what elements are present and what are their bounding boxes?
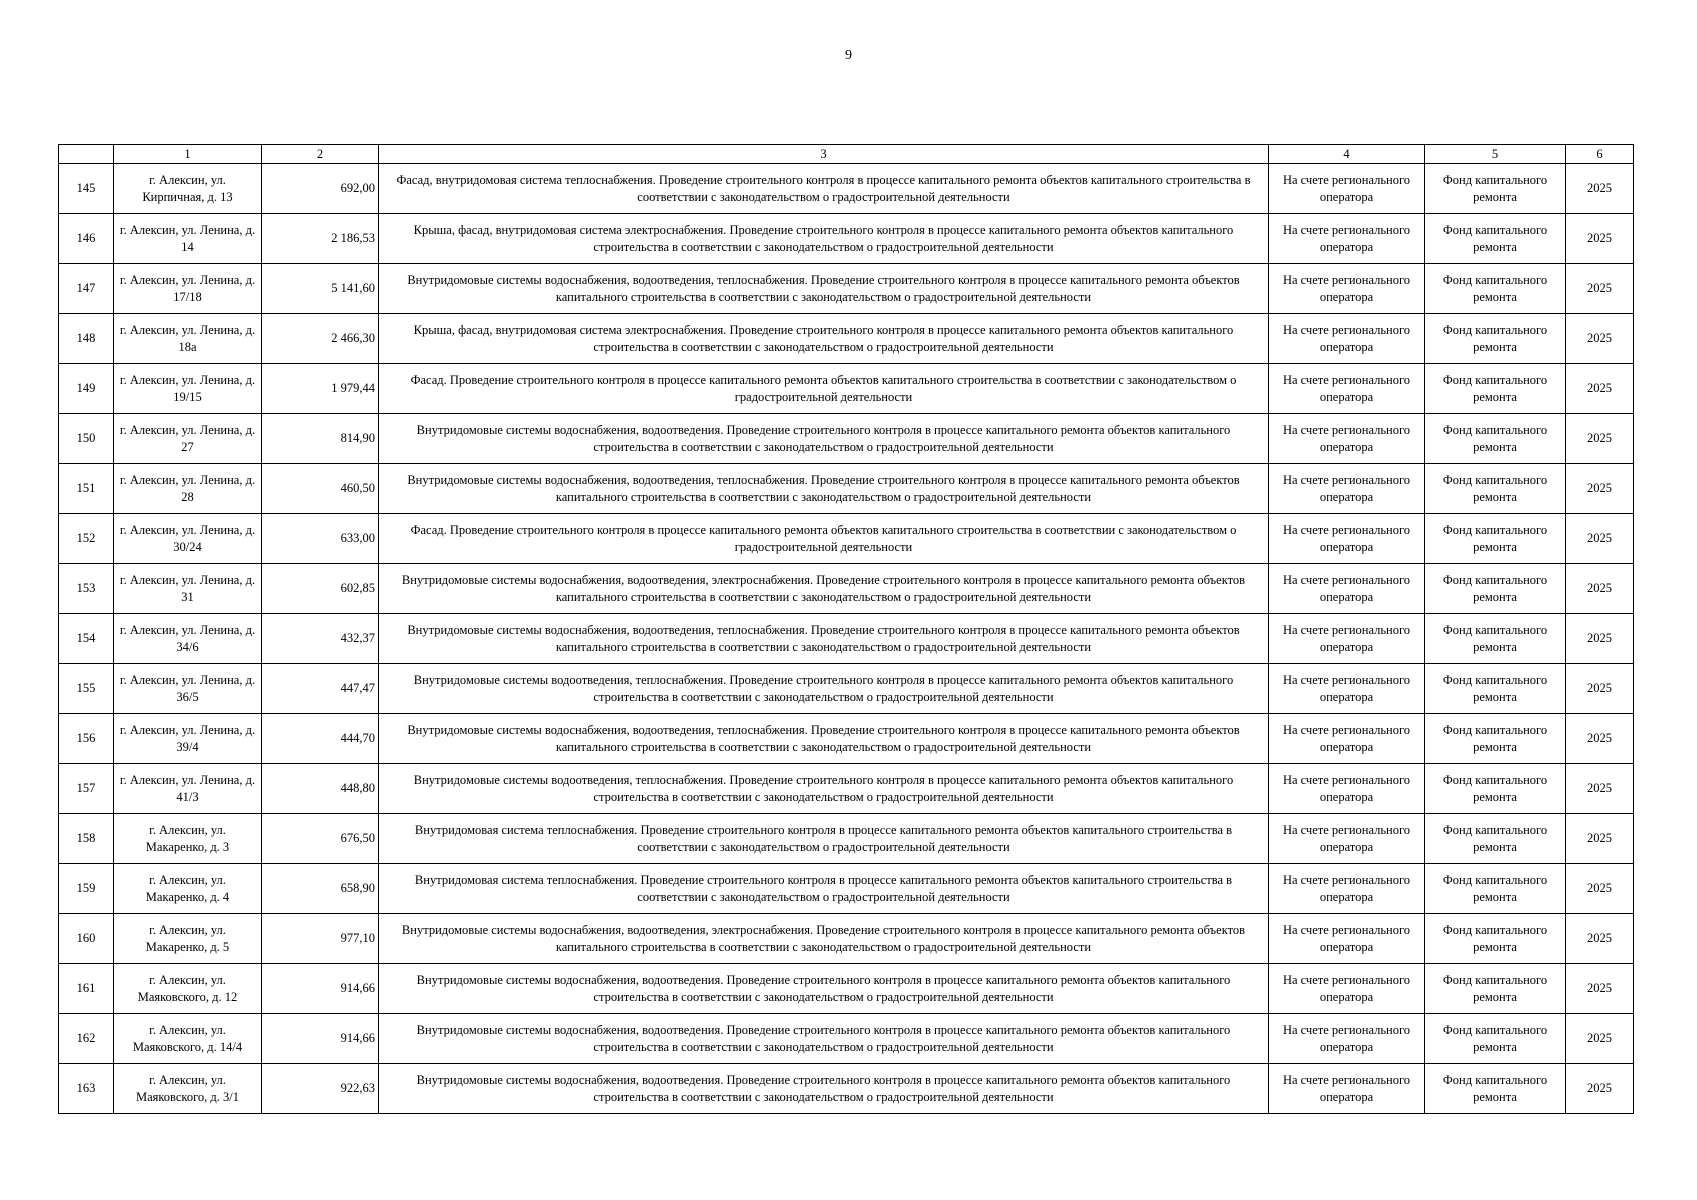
cost-cell: 914,66 xyxy=(262,964,379,1014)
year-cell: 2025 xyxy=(1566,364,1634,414)
year-cell: 2025 xyxy=(1566,614,1634,664)
row-number-cell: 151 xyxy=(59,464,114,514)
account-type-cell: На счете регионального оператора xyxy=(1269,914,1425,964)
account-type-cell: На счете регионального оператора xyxy=(1269,764,1425,814)
cost-cell: 914,66 xyxy=(262,1014,379,1064)
funding-source-cell: Фонд капитального ремонта xyxy=(1425,864,1566,914)
year-cell: 2025 xyxy=(1566,1064,1634,1114)
account-type-cell: На счете регионального оператора xyxy=(1269,864,1425,914)
account-type-cell: На счете регионального оператора xyxy=(1269,664,1425,714)
cost-cell: 460,50 xyxy=(262,464,379,514)
account-type-cell: На счете регионального оператора xyxy=(1269,514,1425,564)
funding-source-cell: Фонд капитального ремонта xyxy=(1425,164,1566,214)
cost-cell: 1 979,44 xyxy=(262,364,379,414)
funding-source-cell: Фонд капитального ремонта xyxy=(1425,564,1566,614)
works-description-cell: Внутридомовые системы водоснабжения, водоотведения, теплоснабжения. Проведение строительного контроля в процессе капитального ремонта объектов капитального строительства в соответствии с законодательством о градостроительной деятельности xyxy=(379,264,1269,314)
year-cell: 2025 xyxy=(1566,414,1634,464)
account-type-cell: На счете регионального оператора xyxy=(1269,314,1425,364)
cost-cell: 447,47 xyxy=(262,664,379,714)
table-row xyxy=(59,964,1634,1014)
address-cell: г. Алексин, ул. Ленина, д. 36/5 xyxy=(114,664,262,714)
funding-source-cell: Фонд капитального ремонта xyxy=(1425,464,1566,514)
cost-cell: 2 186,53 xyxy=(262,214,379,264)
row-number-cell: 161 xyxy=(59,964,114,1014)
header-cell-index xyxy=(59,145,114,164)
table-row xyxy=(59,1064,1634,1114)
address-cell: г. Алексин, ул. Макаренко, д. 4 xyxy=(114,864,262,914)
funding-source-cell: Фонд капитального ремонта xyxy=(1425,964,1566,1014)
works-description-cell: Внутридомовые системы водоотведения, теплоснабжения. Проведение строительного контроля в процессе капитального ремонта объектов капитального строительства в соответствии с законодательством о градостроительной деятельности xyxy=(379,764,1269,814)
header-cell-source: 5 xyxy=(1425,145,1566,164)
funding-source-cell: Фонд капитального ремонта xyxy=(1425,214,1566,264)
table-body xyxy=(59,164,1634,1114)
account-type-cell: На счете регионального оператора xyxy=(1269,1014,1425,1064)
year-cell: 2025 xyxy=(1566,264,1634,314)
table-row xyxy=(59,664,1634,714)
account-type-cell: На счете регионального оператора xyxy=(1269,464,1425,514)
account-type-cell: На счете регионального оператора xyxy=(1269,164,1425,214)
page-number: 9 xyxy=(845,48,852,63)
year-cell: 2025 xyxy=(1566,764,1634,814)
account-type-cell: На счете регионального оператора xyxy=(1269,214,1425,264)
cost-cell: 5 141,60 xyxy=(262,264,379,314)
table-row xyxy=(59,214,1634,264)
account-type-cell: На счете регионального оператора xyxy=(1269,614,1425,664)
account-type-cell: На счете регионального оператора xyxy=(1269,714,1425,764)
row-number-cell: 148 xyxy=(59,314,114,364)
table-row xyxy=(59,564,1634,614)
cost-cell: 602,85 xyxy=(262,564,379,614)
year-cell: 2025 xyxy=(1566,564,1634,614)
cost-cell: 633,00 xyxy=(262,514,379,564)
cost-cell: 814,90 xyxy=(262,414,379,464)
row-number-cell: 155 xyxy=(59,664,114,714)
address-cell: г. Алексин, ул. Маяковского, д. 12 xyxy=(114,964,262,1014)
account-type-cell: На счете регионального оператора xyxy=(1269,364,1425,414)
row-number-cell: 157 xyxy=(59,764,114,814)
works-description-cell: Внутридомовая система теплоснабжения. Проведение строительного контроля в процессе капитального ремонта объектов капитального строительства в соответствии с законодательством о градостроительной деятельности xyxy=(379,864,1269,914)
row-number-cell: 147 xyxy=(59,264,114,314)
row-number-cell: 158 xyxy=(59,814,114,864)
works-description-cell: Крыша, фасад, внутридомовая система электроснабжения. Проведение строительного контроля в процессе капитального ремонта объектов капитального строительства в соответствии с законодательством о градостроительной деятельности xyxy=(379,314,1269,364)
works-description-cell: Внутридомовые системы водоснабжения, водоотведения. Проведение строительного контроля в процессе капитального ремонта объектов капитального строительства в соответствии с законодательством о градостроительной деятельности xyxy=(379,1064,1269,1114)
address-cell: г. Алексин, ул. Маяковского, д. 14/4 xyxy=(114,1014,262,1064)
funding-source-cell: Фонд капитального ремонта xyxy=(1425,414,1566,464)
row-number-cell: 146 xyxy=(59,214,114,264)
account-type-cell: На счете регионального оператора xyxy=(1269,414,1425,464)
address-cell: г. Алексин, ул. Ленина, д. 34/6 xyxy=(114,614,262,664)
works-description-cell: Крыша, фасад, внутридомовая система электроснабжения. Проведение строительного контроля в процессе капитального ремонта объектов капитального строительства в соответствии с законодательством о градостроительной деятельности xyxy=(379,214,1269,264)
table-row xyxy=(59,914,1634,964)
cost-cell: 432,37 xyxy=(262,614,379,664)
address-cell: г. Алексин, ул. Ленина, д. 17/18 xyxy=(114,264,262,314)
row-number-cell: 163 xyxy=(59,1064,114,1114)
works-description-cell: Внутридомовые системы водоотведения, теплоснабжения. Проведение строительного контроля в процессе капитального ремонта объектов капитального строительства в соответствии с законодательством о градостроительной деятельности xyxy=(379,664,1269,714)
funding-source-cell: Фонд капитального ремонта xyxy=(1425,764,1566,814)
cost-cell: 444,70 xyxy=(262,714,379,764)
funding-source-cell: Фонд капитального ремонта xyxy=(1425,1064,1566,1114)
funding-source-cell: Фонд капитального ремонта xyxy=(1425,264,1566,314)
funding-source-cell: Фонд капитального ремонта xyxy=(1425,814,1566,864)
header-cell-cost: 2 xyxy=(262,145,379,164)
row-number-cell: 162 xyxy=(59,1014,114,1064)
account-type-cell: На счете регионального оператора xyxy=(1269,814,1425,864)
cost-cell: 2 466,30 xyxy=(262,314,379,364)
cost-cell: 692,00 xyxy=(262,164,379,214)
table-row xyxy=(59,1014,1634,1064)
year-cell: 2025 xyxy=(1566,464,1634,514)
works-description-cell: Внутридомовые системы водоснабжения, водоотведения, теплоснабжения. Проведение строительного контроля в процессе капитального ремонта объектов капитального строительства в соответствии с законодательством о градостроительной деятельности xyxy=(379,614,1269,664)
year-cell: 2025 xyxy=(1566,664,1634,714)
works-description-cell: Внутридомовая система теплоснабжения. Проведение строительного контроля в процессе капитального ремонта объектов капитального строительства в соответствии с законодательством о градостроительной деятельности xyxy=(379,814,1269,864)
funding-source-cell: Фонд капитального ремонта xyxy=(1425,1014,1566,1064)
address-cell: г. Алексин, ул. Ленина, д. 39/4 xyxy=(114,714,262,764)
row-number-cell: 160 xyxy=(59,914,114,964)
row-number-cell: 152 xyxy=(59,514,114,564)
funding-source-cell: Фонд капитального ремонта xyxy=(1425,364,1566,414)
table-row xyxy=(59,314,1634,364)
address-cell: г. Алексин, ул. Ленина, д. 30/24 xyxy=(114,514,262,564)
row-number-cell: 149 xyxy=(59,364,114,414)
works-description-cell: Внутридомовые системы водоснабжения, водоотведения, теплоснабжения. Проведение строительного контроля в процессе капитального ремонта объектов капитального строительства в соответствии с законодательством о градостроительной деятельности xyxy=(379,464,1269,514)
works-description-cell: Внутридомовые системы водоснабжения, водоотведения. Проведение строительного контроля в процессе капитального ремонта объектов капитального строительства в соответствии с законодательством о градостроительной деятельности xyxy=(379,1014,1269,1064)
year-cell: 2025 xyxy=(1566,214,1634,264)
funding-source-cell: Фонд капитального ремонта xyxy=(1425,664,1566,714)
header-cell-year: 6 xyxy=(1566,145,1634,164)
year-cell: 2025 xyxy=(1566,714,1634,764)
address-cell: г. Алексин, ул. Ленина, д. 19/15 xyxy=(114,364,262,414)
works-description-cell: Фасад. Проведение строительного контроля в процессе капитального ремонта объектов капитального строительства в соответствии с законодательством о градостроительной деятельности xyxy=(379,514,1269,564)
header-cell-works: 3 xyxy=(379,145,1269,164)
year-cell: 2025 xyxy=(1566,514,1634,564)
year-cell: 2025 xyxy=(1566,1014,1634,1064)
address-cell: г. Алексин, ул. Маяковского, д. 3/1 xyxy=(114,1064,262,1114)
year-cell: 2025 xyxy=(1566,914,1634,964)
works-description-cell: Внутридомовые системы водоснабжения, водоотведения, электроснабжения. Проведение строительного контроля в процессе капитального ремонта объектов капитального строительства в соответствии с законодательством о градостроительной деятельности xyxy=(379,564,1269,614)
works-description-cell: Внутридомовые системы водоснабжения, водоотведения, теплоснабжения. Проведение строительного контроля в процессе капитального ремонта объектов капитального строительства в соответствии с законодательством о градостроительной деятельности xyxy=(379,714,1269,764)
cost-cell: 977,10 xyxy=(262,914,379,964)
address-cell: г. Алексин, ул. Ленина, д. 14 xyxy=(114,214,262,264)
row-number-cell: 156 xyxy=(59,714,114,764)
cost-cell: 448,80 xyxy=(262,764,379,814)
works-description-cell: Внутридомовые системы водоснабжения, водоотведения. Проведение строительного контроля в процессе капитального ремонта объектов капитального строительства в соответствии с законодательством о градостроительной деятельности xyxy=(379,964,1269,1014)
table-row xyxy=(59,164,1634,214)
row-number-cell: 154 xyxy=(59,614,114,664)
table-row xyxy=(59,714,1634,764)
table-row xyxy=(59,414,1634,464)
address-cell: г. Алексин, ул. Ленина, д. 41/3 xyxy=(114,764,262,814)
table-row xyxy=(59,364,1634,414)
address-cell: г. Алексин, ул. Ленина, д. 27 xyxy=(114,414,262,464)
works-description-cell: Фасад. Проведение строительного контроля в процессе капитального ремонта объектов капитального строительства в соответствии с законодательством о градостроительной деятельности xyxy=(379,364,1269,414)
table-row xyxy=(59,864,1634,914)
table-row xyxy=(59,464,1634,514)
table-row xyxy=(59,764,1634,814)
year-cell: 2025 xyxy=(1566,864,1634,914)
cost-cell: 676,50 xyxy=(262,814,379,864)
row-number-cell: 153 xyxy=(59,564,114,614)
table-row xyxy=(59,614,1634,664)
row-number-cell: 159 xyxy=(59,864,114,914)
account-type-cell: На счете регионального оператора xyxy=(1269,264,1425,314)
year-cell: 2025 xyxy=(1566,164,1634,214)
year-cell: 2025 xyxy=(1566,964,1634,1014)
account-type-cell: На счете регионального оператора xyxy=(1269,564,1425,614)
header-cell-account: 4 xyxy=(1269,145,1425,164)
address-cell: г. Алексин, ул. Макаренко, д. 5 xyxy=(114,914,262,964)
works-description-cell: Внутридомовые системы водоснабжения, водоотведения, электроснабжения. Проведение строительного контроля в процессе капитального ремонта объектов капитального строительства в соответствии с законодательством о градостроительной деятельности xyxy=(379,914,1269,964)
address-cell: г. Алексин, ул. Ленина, д. 31 xyxy=(114,564,262,614)
address-cell: г. Алексин, ул. Кирпичная, д. 13 xyxy=(114,164,262,214)
cost-cell: 658,90 xyxy=(262,864,379,914)
works-description-cell: Фасад, внутридомовая система теплоснабжения. Проведение строительного контроля в процессе капитального ремонта объектов капитального строительства в соответствии с законодательством о градостроительной деятельности xyxy=(379,164,1269,214)
funding-source-cell: Фонд капитального ремонта xyxy=(1425,714,1566,764)
table-row xyxy=(59,264,1634,314)
funding-source-cell: Фонд капитального ремонта xyxy=(1425,514,1566,564)
funding-source-cell: Фонд капитального ремонта xyxy=(1425,314,1566,364)
account-type-cell: На счете регионального оператора xyxy=(1269,964,1425,1014)
header-row xyxy=(59,145,1634,164)
row-number-cell: 150 xyxy=(59,414,114,464)
address-cell: г. Алексин, ул. Ленина, д. 18а xyxy=(114,314,262,364)
works-description-cell: Внутридомовые системы водоснабжения, водоотведения. Проведение строительного контроля в процессе капитального ремонта объектов капитального строительства в соответствии с законодательством о градостроительной деятельности xyxy=(379,414,1269,464)
cost-cell: 922,63 xyxy=(262,1064,379,1114)
account-type-cell: На счете регионального оператора xyxy=(1269,1064,1425,1114)
header-cell-address: 1 xyxy=(114,145,262,164)
funding-source-cell: Фонд капитального ремонта xyxy=(1425,914,1566,964)
row-number-cell: 145 xyxy=(59,164,114,214)
address-cell: г. Алексин, ул. Макаренко, д. 3 xyxy=(114,814,262,864)
address-cell: г. Алексин, ул. Ленина, д. 28 xyxy=(114,464,262,514)
table-row xyxy=(59,514,1634,564)
year-cell: 2025 xyxy=(1566,314,1634,364)
table-row xyxy=(59,814,1634,864)
year-cell: 2025 xyxy=(1566,814,1634,864)
repair-program-table xyxy=(58,144,1634,1114)
funding-source-cell: Фонд капитального ремонта xyxy=(1425,614,1566,664)
